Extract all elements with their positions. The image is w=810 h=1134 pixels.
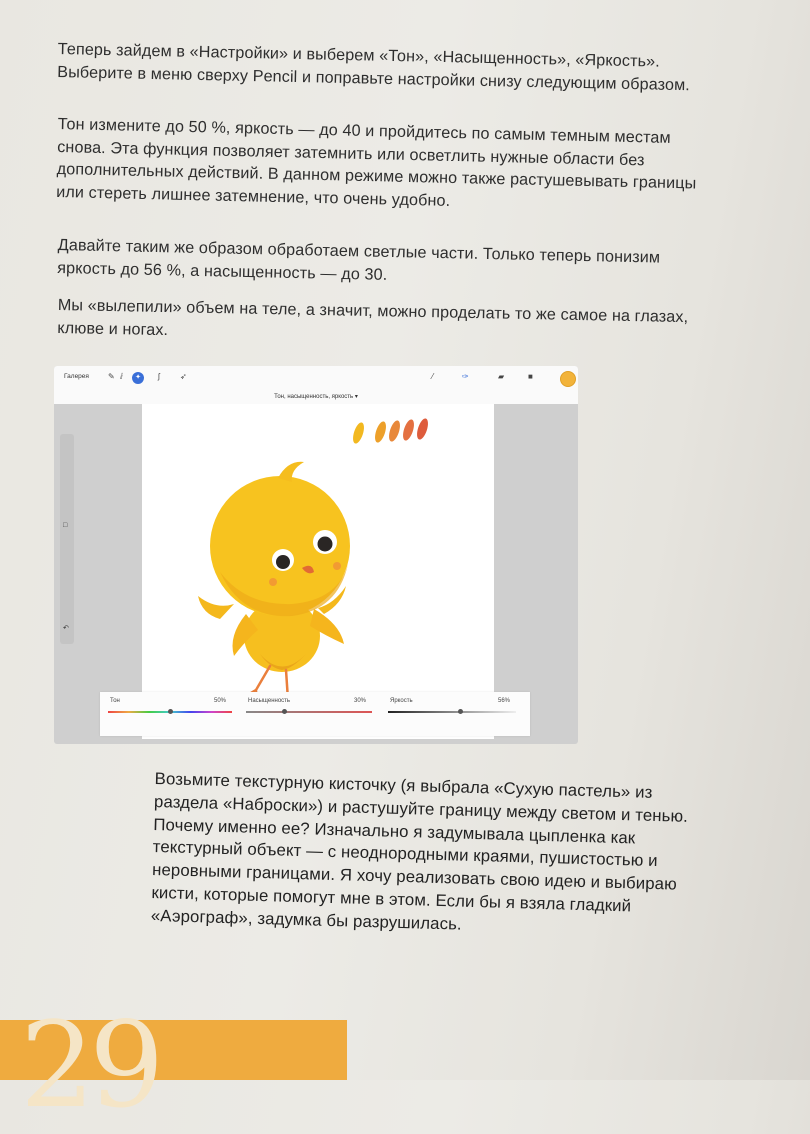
drawing-canvas[interactable] bbox=[142, 404, 494, 739]
adjust-active-icon[interactable]: ✦ bbox=[132, 372, 144, 384]
slider-track-brightness[interactable] bbox=[388, 711, 516, 713]
pencil-icon[interactable]: ⁄ bbox=[432, 372, 434, 381]
slider-label-brightness: Яркость bbox=[390, 698, 413, 704]
color-icon[interactable] bbox=[560, 371, 576, 387]
page-number: 29 bbox=[20, 996, 159, 1134]
slider-value-hue: 50% bbox=[214, 698, 227, 704]
slider-label-saturation: Насыщенность bbox=[248, 698, 291, 704]
eraser-icon[interactable]: ▰ bbox=[498, 372, 505, 381]
move-icon[interactable]: ➶ bbox=[180, 372, 187, 381]
adjust-title[interactable]: Тон, насыщенность, яркость ▾ bbox=[274, 394, 358, 400]
slider-value-brightness: 56% bbox=[498, 698, 511, 704]
slider-track-saturation[interactable] bbox=[246, 711, 372, 713]
wrench-icon[interactable]: ✎ bbox=[108, 372, 115, 381]
layers-icon[interactable]: ■ bbox=[528, 372, 533, 381]
app-toolbar bbox=[54, 366, 578, 390]
slider-knob-hue[interactable] bbox=[168, 709, 173, 714]
paragraph-light-parts: Давайте таким же образом обработаем светлые части. Только теперь понизим яркость до 56 %, а насыщенность — до 30. bbox=[57, 235, 661, 284]
procreate-screenshot bbox=[54, 366, 578, 744]
paragraph-texture-brush: Возьмите текстурную кисточку (я выбрала «Сухую пастель» из раздела «Наброски») и растушуйте границу между светом и тенью. Почему именно ее? Изначально я задумывала цыпленка как текстурный объект — с неоднородными краями, пушистостью и неровными границами. Я хочу реализовать свою идею и выбираю кисти, которые помогут мне в этом. Если бы я взяла гладкий «Аэрограф», задумка бы разрушилась. bbox=[150, 768, 689, 934]
paragraph-settings: Теперь зайдем в «Настройки» и выберем «Тон», «Насыщенность», «Яркость». Выберите в меню сверху Pencil и поправьте настройки снизу следующим образом. bbox=[57, 39, 691, 94]
undo-icon[interactable]: ↶ bbox=[63, 625, 69, 632]
slider-value-saturation: 30% bbox=[354, 698, 367, 704]
slider-knob-saturation[interactable] bbox=[282, 709, 287, 714]
chick-illustration bbox=[142, 404, 494, 739]
brush-sidebar[interactable] bbox=[60, 434, 74, 644]
modify-square-icon[interactable]: □ bbox=[63, 522, 68, 529]
adjust-panel bbox=[100, 692, 530, 736]
selection-icon[interactable]: ʃ bbox=[158, 372, 160, 381]
gallery-button[interactable]: Галерея bbox=[64, 373, 89, 380]
slider-label-hue: Тон bbox=[110, 698, 120, 704]
magic-wand-icon[interactable]: ⅈ bbox=[120, 372, 123, 381]
paragraph-tone-brightness: Тон измените до 50 %, яркость — до 40 и пройдитесь по самым темным местам снова. Эта функция позволяет затемнить или осветлить нужные области без дополнительных действий. В данном режиме можно также растушевывать границы или стереть лишнее затемнение, что очень удобно. bbox=[56, 114, 697, 210]
smudge-icon[interactable]: ✑ bbox=[462, 372, 469, 381]
adjust-titlebar bbox=[54, 390, 578, 404]
slider-knob-brightness[interactable] bbox=[458, 709, 463, 714]
paragraph-volume: Мы «вылепили» объем на теле, а значит, можно проделать то же самое на глазах, клюве и ногах. bbox=[57, 295, 689, 339]
